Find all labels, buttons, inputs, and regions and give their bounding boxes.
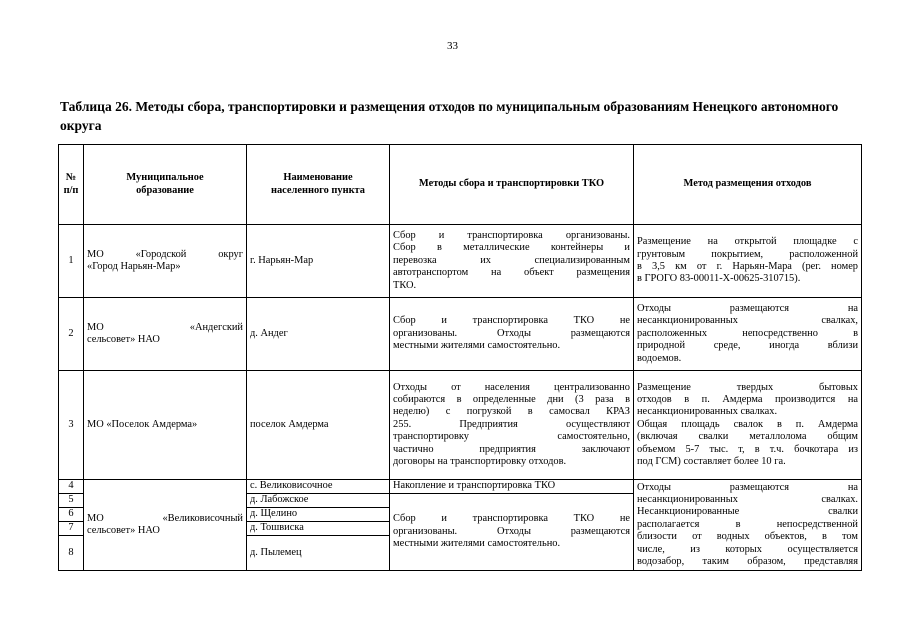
settlement-cell: г. Нарьян-Мар [247,225,390,298]
settlement-cell: д. Тошвиска [247,522,390,536]
placement-cell: Размещение твердых бытовых отходов в п. Амдерма производится на несанкционированных свалках. Общая площадь свалок в п. Амдерма (включая свалки металлолома общим объемом 5-7 тыс. т, в т.ч. бочкотара из под ГСМ) составляет более 10 га. [634,371,862,480]
header-number: № п/п [59,145,84,225]
municipality-cell: МО «Великовисочный сельсовет» НАО [84,480,247,571]
municipality-cell: МО «Андегский сельсовет» НАО [84,298,247,371]
placement-cell: Размещение на открытой площадке с грунтовым покрытием, расположенной в 3,5 км от г. Нарьян-Мара (рег. номер в ГРОГО 83-00011-Х-00625-310715). [634,225,862,298]
row-number: 7 [59,522,84,536]
collection-cell: Отходы от населения централизованно собираются в определенные дни (3 раза в неделю) с погрузкой в самосвал КРАЗ 255. Предприятия осуществляют транспортировку самостоятельно, частично предприятия заключают договоры на транспортировку отходов. [390,371,634,480]
header-municipality: Муниципальное образование [84,145,247,225]
municipality-cell: МО «Городской округ «Город Нарьян-Мар» [84,225,247,298]
table-row [59,480,862,494]
row-number: 3 [59,371,84,480]
table-caption: Таблица 26. Методы сбора, транспортировки и размещения отходов по муниципальным образованиям Ненецкого автономного округа [60,99,839,133]
header-placement: Метод размещения отходов [634,145,862,225]
placement-cell: Отходы размещаются на несанкционированных свалках, расположенных непосредственно в природной среде, иногда вблизи водоемов. [634,298,862,371]
placement-cell: Отходы размещаются на несанкционированных свалках. Несанкционированные свалки располагается в непосредственной близости от водных объектов, в том числе, из которых осуществляется водозабор, таким образом, представляя [634,480,862,571]
table-row [59,371,862,480]
header-collection: Методы сбора и транспортировки ТКО [390,145,634,225]
row-number: 5 [59,494,84,508]
settlement-cell: д. Лабожское [247,494,390,508]
row-number: 4 [59,480,84,494]
collection-cell: Сбор и транспортировка ТКО не организованы. Отходы размещаются местными жителями самостоятельно. [390,494,634,571]
settlement-cell: д. Щелино [247,508,390,522]
page-number: 33 [447,40,458,52]
table-row [59,298,862,371]
collection-cell: Накопление и транспортировка ТКО [390,480,634,494]
header-settlement: Наименование населенного пункта [247,145,390,225]
row-number: 1 [59,225,84,298]
table-header-row [59,145,862,225]
row-number: 6 [59,508,84,522]
settlement-cell: д. Андег [247,298,390,371]
table-row [59,225,862,298]
municipality-cell: МО «Поселок Амдерма» [84,371,247,480]
settlement-cell: с. Великовисочное [247,480,390,494]
collection-cell: Сбор и транспортировка ТКО не организованы. Отходы размещаются местными жителями самостоятельно. [390,298,634,371]
settlement-cell: поселок Амдерма [247,371,390,480]
collection-cell: Сбор и транспортировка организованы. Сбор в металлические контейнеры и перевозка их специализированным автотранспортом на объект размещения ТКО. [390,225,634,298]
waste-methods-table [58,144,862,571]
row-number: 2 [59,298,84,371]
row-number: 8 [59,536,84,571]
settlement-cell: д. Пылемец [247,536,390,571]
